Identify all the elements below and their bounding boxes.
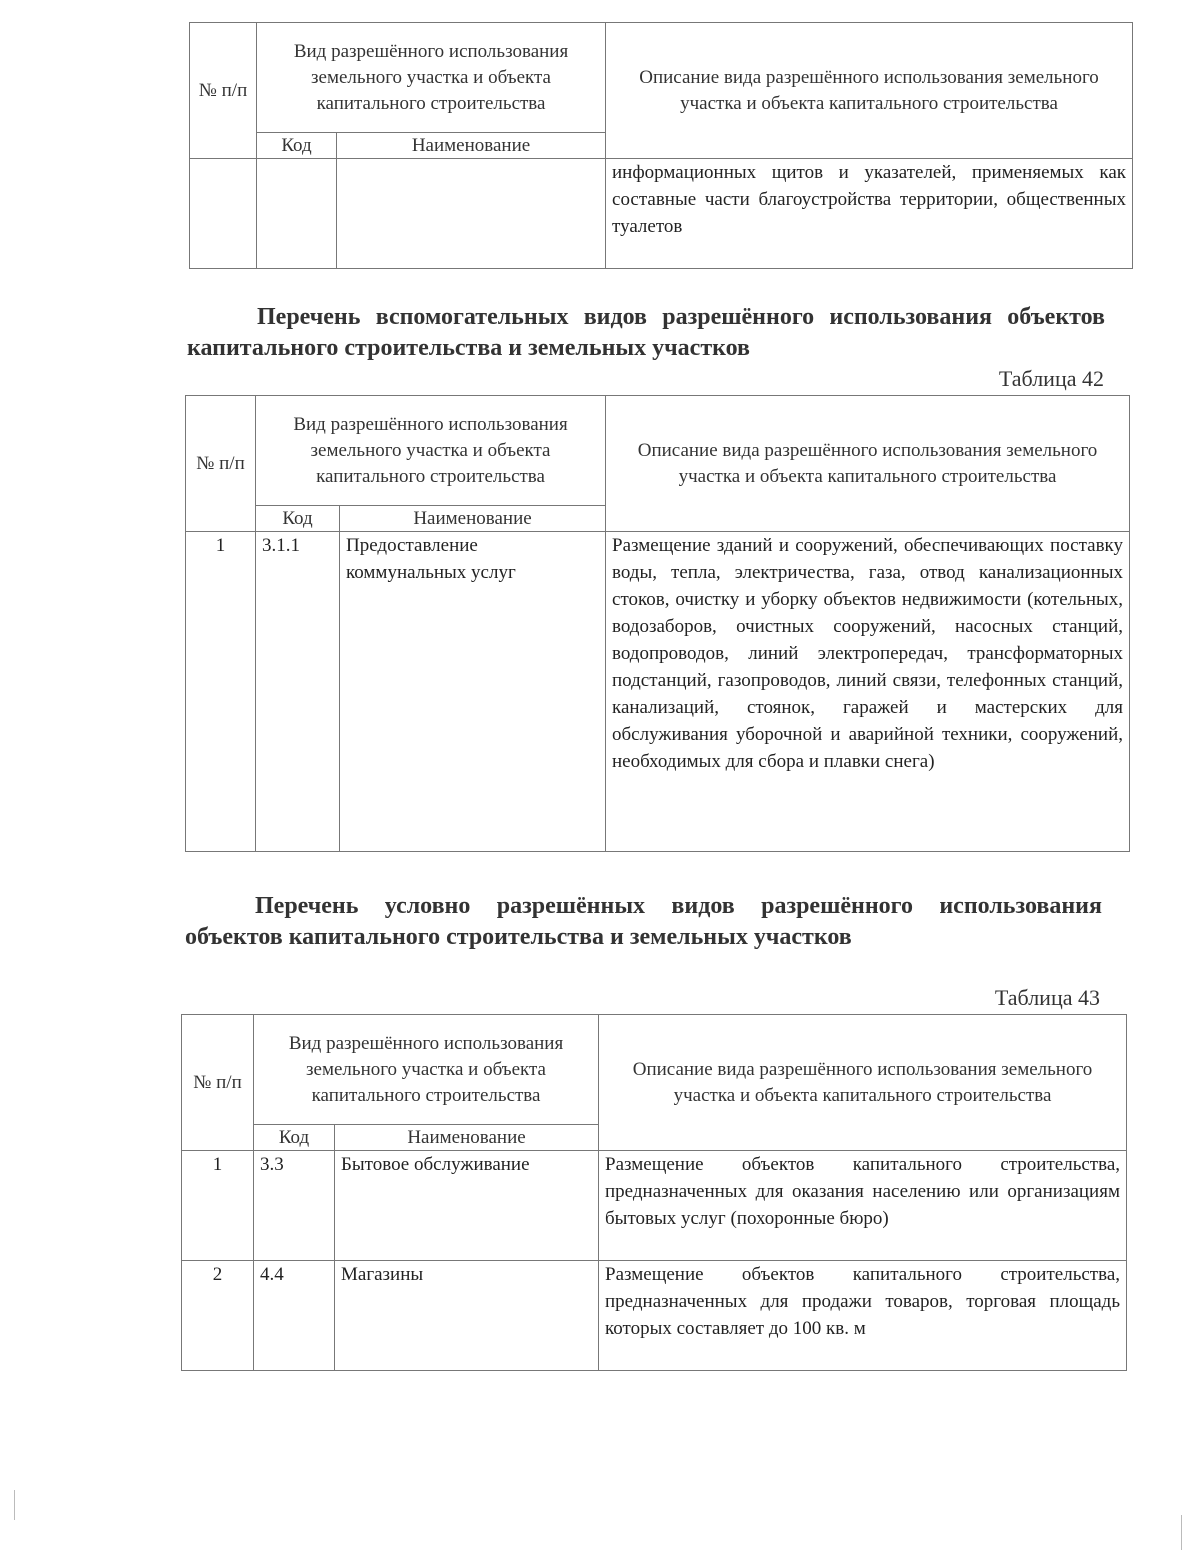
header-num: № п/п — [186, 396, 256, 532]
header-description: Описание вида разрешённого использования земельного участка и объекта капитального строительства — [606, 396, 1130, 532]
row-name: Бытовое обслуживание — [335, 1151, 599, 1261]
row-code: 4.4 — [254, 1261, 335, 1371]
row-description: Размещение зданий и сооружений, обеспечивающих поставку воды, тепла, электричества, газа, отвод канализационных стоков, очистку и уборку объектов недвижимости (котельных, водозаборов, очистных сооружений, насосных станций, водопроводов, линий электропередач, трансформаторных подстанций, газопроводов, линий связи, телефонных станций, канализаций, стоянок, гаражей и мастерских для обслуживания уборочной и аварийной техники, сооружений, необходимых для сбора и плавки снега) — [606, 532, 1130, 852]
table-row — [182, 1261, 1127, 1371]
header-code: Код — [257, 133, 337, 159]
header-group: Вид разрешённого использования земельного участка и объекта капитального строительства — [254, 1015, 599, 1125]
row-num — [190, 159, 257, 269]
table-row — [190, 159, 1133, 269]
table-label-42: Таблица 42 — [998, 366, 1104, 391]
row-name: Магазины — [335, 1261, 599, 1371]
header-name: Наименование — [340, 506, 606, 532]
row-description: Размещение объектов капитального строительства, предназначенных для продажи товаров, торговая площадь которых составляет до 100 кв. м — [599, 1261, 1127, 1371]
row-num: 1 — [182, 1151, 254, 1261]
row-num: 1 — [186, 532, 256, 852]
row-description: информационных щитов и указателей, применяемых как составные части благоустройства территории, общественных туалетов — [606, 159, 1133, 269]
table-top — [189, 22, 1133, 269]
header-group: Вид разрешённого использования земельного участка и объекта капитального строительства — [256, 396, 606, 506]
header-code: Код — [254, 1125, 335, 1151]
scan-edge-mark — [14, 1490, 15, 1520]
row-description: Размещение объектов капитального строительства, предназначенных для оказания населению или организациям бытовых услуг (похоронные бюро) — [599, 1151, 1127, 1261]
header-num: № п/п — [190, 23, 257, 159]
header-name: Наименование — [335, 1125, 599, 1151]
header-description: Описание вида разрешённого использования земельного участка и объекта капитального строительства — [599, 1015, 1127, 1151]
section-heading-aux: Перечень вспомогательных видов разрешённого использования объектов капитального строительства и земельных участков — [187, 304, 1105, 361]
scan-edge-mark — [1181, 1515, 1182, 1550]
section-heading-cond: Перечень условно разрешённых видов разрешённого использования объектов капитального строительства и земельных участков — [185, 893, 1102, 950]
table-42 — [185, 395, 1130, 852]
row-name — [337, 159, 606, 269]
header-num: № п/п — [182, 1015, 254, 1151]
table-row — [182, 1151, 1127, 1261]
table-43 — [181, 1014, 1127, 1371]
row-code: 3.3 — [254, 1151, 335, 1261]
header-description: Описание вида разрешённого использования земельного участка и объекта капитального строительства — [606, 23, 1133, 159]
row-code: 3.1.1 — [256, 532, 340, 852]
table-label-43: Таблица 43 — [994, 985, 1100, 1010]
header-name: Наименование — [337, 133, 606, 159]
row-code — [257, 159, 337, 269]
row-num: 2 — [182, 1261, 254, 1371]
table-row — [186, 532, 1130, 852]
header-group: Вид разрешённого использования земельного участка и объекта капитального строительства — [257, 23, 606, 133]
row-name: Предоставление коммунальных услуг — [340, 532, 606, 852]
header-code: Код — [256, 506, 340, 532]
